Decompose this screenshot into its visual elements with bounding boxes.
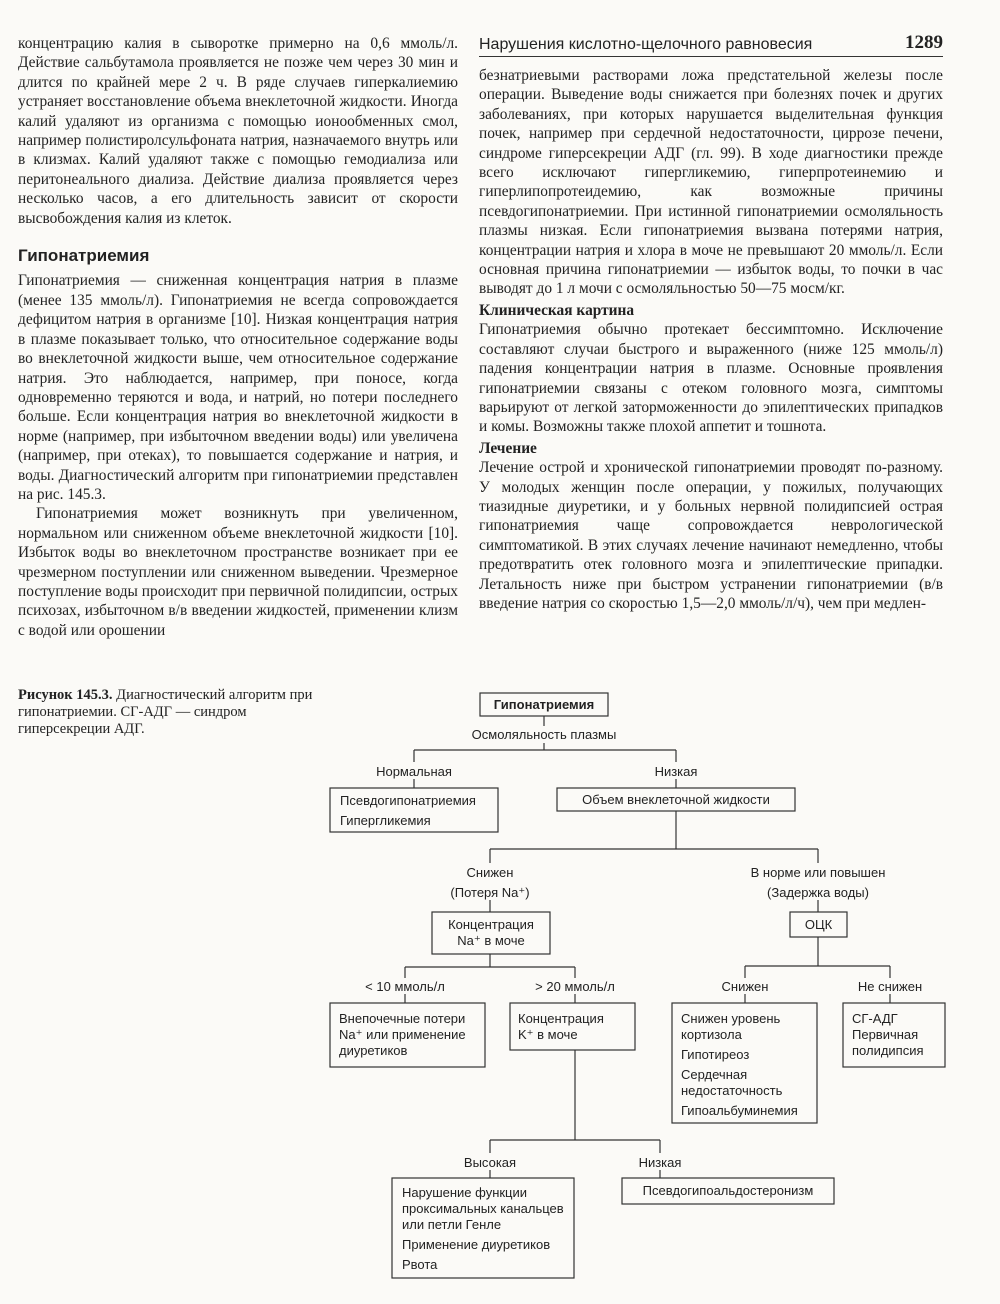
node-line: Сердечная <box>681 1067 748 1082</box>
label-osmolality: Осмоляльность плазмы <box>471 727 617 742</box>
node-normal <box>340 793 476 829</box>
paragraph: Лечение острой и хронической гипонатриемии проводят по-разному. У молодых женщин после операции, у пожилых, получающих тиазидные диуретики, и у больных нервной полидипсией острая гипонатриемия чаще сопровождается неврологической симптоматикой. В этих случаях лечение начинают немедленно, чтобы предотвратить отек головного мозга и эпилептические припадки. Летальность ниже при быстром устранении гипонатриемии (в/в введение натрия со скоростью 1,5—2,0 ммоль/л/ч), чем при медлен- <box>479 459 943 612</box>
paragraph: безнатриевыми растворами ложа предстательной железы после операции. Выведение воды снижается при болезнях почек и других заболеваниях, при которых нарушается выделительная функция почек, например при сердечной недостаточности, циррозе печени, синдроме гиперсекреции АДГ (гл. 99). В ходе диагностики прежде всего исключают гипергликемию, гиперпротеинемию и гиперлипопротеидемию, как возможные причины псевдогипонатриемии. При истинной гипонатриемии осмоляльность плазмы низкая. Если гипонатриемия вызвана потерями натрия, концентрации натрия и хлора в моче не превышают 20 ммоль/л. Если основная причина гипонатриемии — избыток воды, то почки в час выводят до 1 л мочи с осмоляльностью 50—75 мосм/кг. <box>479 67 943 298</box>
node-line: проксимальных канальцев <box>402 1201 564 1216</box>
subheading-treatment: Лечение <box>479 439 537 457</box>
label-bcv-low: Снижен <box>721 979 769 994</box>
node-bcv-low <box>681 1011 798 1119</box>
node-line: Внепочечные потери <box>339 1011 466 1026</box>
label-line: (Потеря Na⁺) <box>450 885 530 900</box>
paragraph: Гипонатриемия обычно протекает бессимптомно. Исключение составляют случаи быстрого и выраженного (ниже 125 ммоль/л) падения концентрации натрия в плазме. Основные проявления гипонатриемии связаны с отеком головного мозга, симптомы варьируют от легкой заторможенности до эпилептических припадков и комы. Возможны также плохой аппетит и тошнота. <box>479 321 943 436</box>
label-lt10: < 10 ммоль/л <box>365 979 445 994</box>
node-line: Псевдогипонатриемия <box>340 793 476 808</box>
node-line: или петли Генле <box>402 1217 502 1232</box>
node-bcv: ОЦК <box>804 917 833 932</box>
node-line: Гипергликемия <box>340 813 431 828</box>
node-line: Концентрация <box>518 1011 604 1026</box>
section-heading: Гипонатриемия <box>18 246 150 266</box>
node-urine-k <box>518 1011 604 1043</box>
label-k-low: Низкая <box>638 1155 682 1170</box>
right-column <box>479 66 943 613</box>
node-line: Гипоальбуминемия <box>681 1103 798 1118</box>
node-line: Концентрация <box>448 917 534 932</box>
caption-label: Рисунок 145.3. <box>18 687 113 703</box>
label-normal-or-high <box>728 865 908 901</box>
label-gt20: > 20 ммоль/л <box>535 979 615 994</box>
node-k-high <box>402 1185 564 1273</box>
label-line: Снижен <box>466 865 514 880</box>
node-line: СГ-АДГ <box>852 1011 898 1026</box>
node-ecf: Объем внеклеточной жидкости <box>582 792 770 807</box>
caption-text: Диагностический алгоритм при гипонатриемии. СГ-АДГ — синдром гиперсекреции АДГ. <box>18 687 313 737</box>
label-low: Низкая <box>654 764 698 779</box>
node-line: Гипотиреоз <box>681 1047 750 1062</box>
label-k-high: Высокая <box>463 1155 517 1170</box>
node-line: недостаточность <box>681 1083 783 1098</box>
running-header <box>479 32 943 57</box>
node-line: K⁺ в моче <box>518 1027 578 1042</box>
running-title: Нарушения кислотно-щелочного равновесия <box>479 36 813 53</box>
node-line: Применение диуретиков <box>402 1237 551 1252</box>
node-line: Нарушение функции <box>402 1185 528 1200</box>
node-bcv-not-low <box>852 1011 924 1059</box>
node-root: Гипонатриемия <box>493 697 595 712</box>
node-k-low: Псевдогипоальдостеронизм <box>642 1183 814 1198</box>
label-bcv-not-low: Не снижен <box>857 979 923 994</box>
left-column <box>18 34 458 640</box>
node-line: Первичная <box>852 1027 919 1042</box>
node-line: полидипсия <box>852 1043 924 1058</box>
node-line: диуретиков <box>339 1043 408 1058</box>
node-extrarenal <box>339 1011 466 1059</box>
label-normal: Нормальная <box>376 764 452 779</box>
node-line: Na⁺ или применение <box>339 1027 466 1042</box>
paragraph: концентрацию калия в сыворотке примерно на 0,6 ммоль/л. Действие сальбутамола проявляется не позже чем через 30 мин и длится по крайней мере 2 ч. В ряде случаев гиперкалиемию устраняет восстановление объема внеклеточной жидкости. Иногда калий удаляют из организма с помощью ионообменных смол, например полистиролсульфоната натрия, назначаемого внутрь или в клизмах. Калий удаляют также с помощью гемодиализа или перитонеального диализа. Действие диализа проявляется через несколько часов, а его длительность зависит от скорости высвобождения калия из клеток. <box>18 35 458 227</box>
label-line: (Задержка воды) <box>767 885 869 900</box>
paragraph: Гипонатриемия — сниженная концентрация натрия в плазме (менее 135 ммоль/л). Гипонатриемия не всегда сопровождается дефицитом натрия в организме [10]. Низкая концентрация натрия в плазме показывает только, что относительное содержание воды во внеклеточной жидкости выше, чем относительное содержание натрия. Это наблюдается, например, при поносе, когда одновременно теряются и вода, и натрий, но потери последнего больше. Если концентрация натрия во внеклеточной жидкости в норме (например, при избыточном введении воды) или увеличена (например, при отеках), то повышается содержание и натрия, и воды. Диагностический алгоритм при гипонатриемии представлен на рис. 145.3. <box>18 272 458 503</box>
page-number: 1289 <box>905 32 943 53</box>
paragraph: Гипонатриемия может возникнуть при увеличенном, нормальном или сниженном объеме внеклеточной жидкости [10]. Избыток воды во внеклеточном пространстве возникает при ее чрезмерном поступлении или сниженном выведении. Чрезмерное поступление воды происходит при первичной полидипсии, острых психозах, избыточном в/в введении жидкостей, применении клизм с водой или орошении <box>18 505 458 639</box>
node-urine-na <box>432 917 550 949</box>
node-line: кортизола <box>681 1027 742 1042</box>
subheading-clinical: Клиническая картина <box>479 301 635 319</box>
node-line: Рвота <box>402 1257 438 1272</box>
label-decreased <box>410 865 570 901</box>
node-line: Снижен уровень <box>681 1011 781 1026</box>
label-line: В норме или повышен <box>750 865 886 880</box>
node-line: Na⁺ в моче <box>457 933 525 948</box>
